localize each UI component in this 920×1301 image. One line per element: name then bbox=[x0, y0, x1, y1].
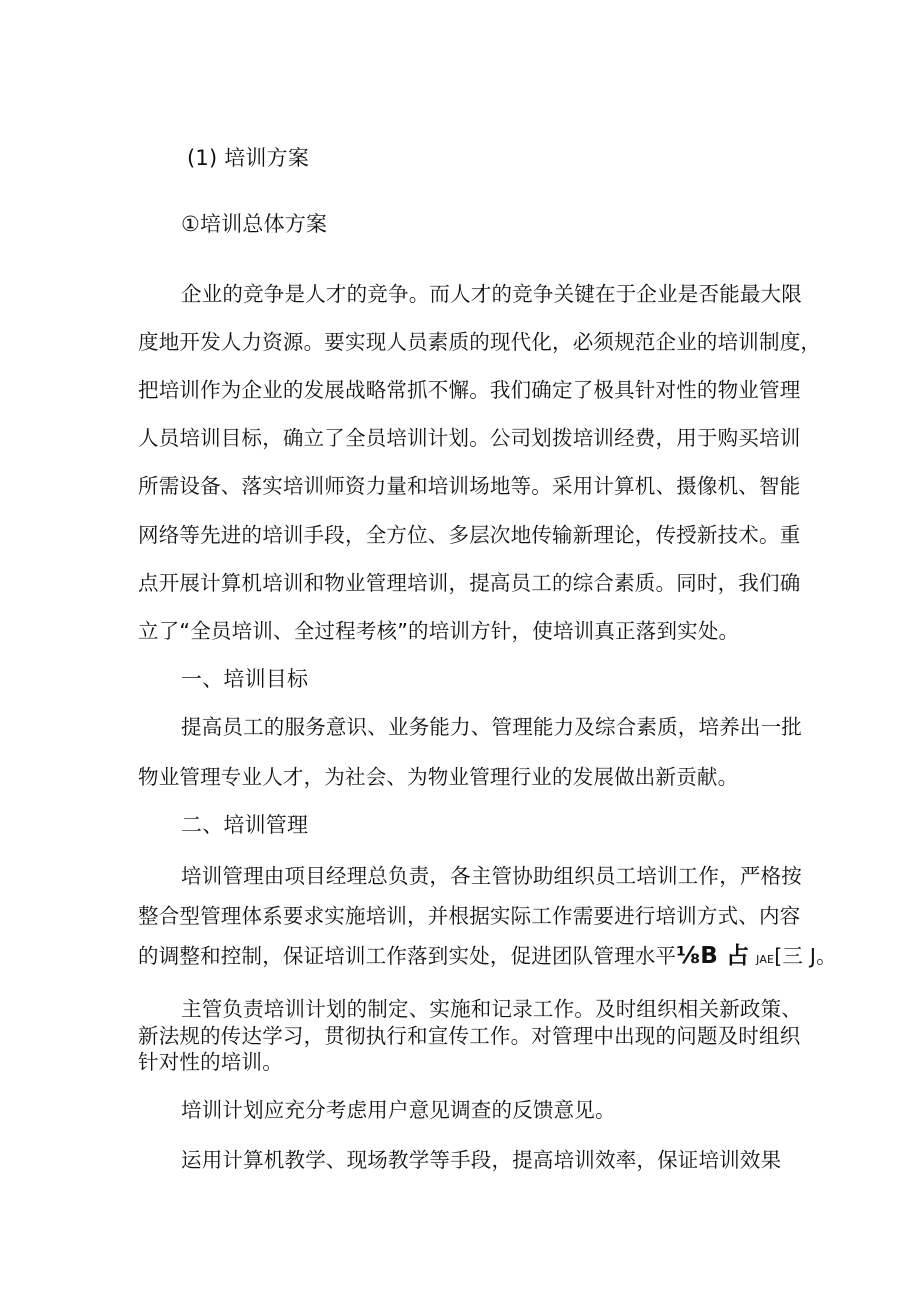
management-line-3-text: 的调整和控制，保证培训工作落到实处，促进团队管理水平 bbox=[138, 944, 677, 968]
supervisor-line-2: 新法规的传达学习，贯彻执行和宣传工作。对管理中出现的问题及时组织 bbox=[138, 1024, 801, 1048]
section-title-training-management: 二、培训管理 bbox=[181, 813, 309, 837]
management-line-3-garble-small: JAE bbox=[756, 953, 775, 966]
management-line-2: 整合型管理体系要求实施培训，并根据实际工作需要进行培训方式、内容 bbox=[138, 904, 801, 928]
management-line-3-garble: ⅛B 占 bbox=[676, 943, 750, 969]
intro-line-6: 网络等先进的培训手段，全方位、多层次地传输新理论，传授新技术。重 bbox=[138, 523, 801, 547]
section-title-training-goals: 一、培训目标 bbox=[181, 667, 309, 691]
intro-line-2: 度地开发人力资源。要实现人员素质的现代化，必须规范企业的培训制度， bbox=[138, 330, 822, 354]
note-user-feedback: 培训计划应充分考虑用户意见调查的反馈意见。 bbox=[181, 1098, 616, 1122]
management-line-3 bbox=[138, 942, 837, 974]
intro-line-3: 把培训作为企业的发展战略常抓不懈。我们确定了极具针对性的物业管理 bbox=[138, 378, 801, 402]
intro-line-8: 立了“全员培训、全过程考核”的培训方针，使培训真正落到实处。 bbox=[138, 619, 740, 643]
supervisor-line-3: 针对性的培训。 bbox=[138, 1050, 283, 1074]
intro-line-4: 人员培训目标，确立了全员培训计划。公司划拨培训经费，用于购买培训 bbox=[138, 426, 801, 450]
intro-line-7: 点开展计算机培训和物业管理培训，提高员工的综合素质。同时，我们确 bbox=[138, 571, 801, 595]
note-teaching-methods: 运用计算机教学、现场教学等手段，提高培训效率，保证培训效果 bbox=[181, 1148, 782, 1172]
goals-line-2: 物业管理专业人才，为社会、为物业管理行业的发展做出新贡献。 bbox=[138, 765, 739, 789]
intro-line-5: 所需设备、落实培训师资力量和培训场地等。采用计算机、摄像机、智能 bbox=[138, 474, 801, 498]
intro-line-1: 企业的竞争是人才的竞争。而人才的竞争关键在于企业是否能最大限 bbox=[181, 282, 802, 306]
supervisor-line-1: 主管负责培训计划的制定、实施和记录工作。及时组织相关新政策、 bbox=[181, 997, 802, 1021]
management-line-3-garble-tail: [三 J。 bbox=[774, 944, 837, 968]
goals-line-1: 提高员工的服务意识、业务能力、管理能力及综合素质，培养出一批 bbox=[181, 715, 802, 739]
management-line-1: 培训管理由项目经理总负责，各主管协助组织员工培训工作，严格按 bbox=[181, 864, 802, 888]
heading-training-plan: (1) 培训方案 bbox=[187, 146, 310, 170]
heading-overall-plan: ①培训总体方案 bbox=[181, 212, 328, 236]
